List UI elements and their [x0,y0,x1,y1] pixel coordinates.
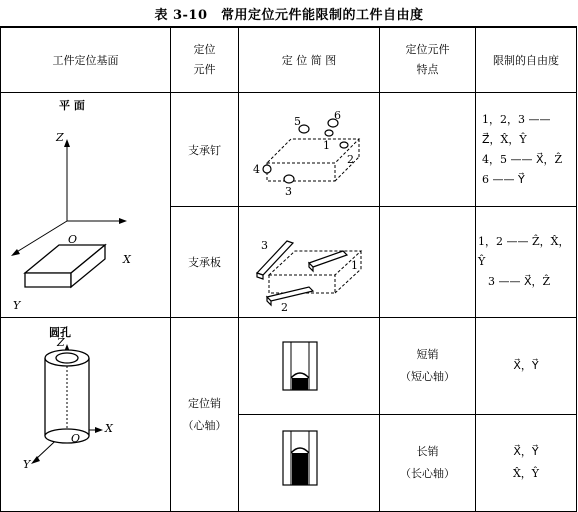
cell-plane-base [1,93,171,318]
hole-x-label: X [105,422,113,435]
pin-5-label: 5 [294,115,301,128]
z-axis-label: Z [56,131,64,144]
pin-dof-line1: 1，2，3 —— [482,112,551,126]
pin-1-label: 1 [323,139,330,152]
pin-dof-line4: 6 —— Y⃗ [482,172,525,186]
cell-long-pin-diagram [239,415,380,512]
cell-long-features: 长销 （长心轴） [380,415,476,512]
header-element: 定位 元件 [171,27,239,93]
cell-plate-features [380,207,476,318]
header-base: 工件定位基面 [1,27,171,93]
y-axis-label: Y [13,299,21,312]
plate-dof-line1: 1，2 —— Ẑ，X̂，Ŷ [478,235,570,268]
plate-3-label: 3 [261,239,268,252]
cell-pin-element: 支承钉 [171,93,239,207]
hole-y-label: Y [23,458,31,471]
origin-label: O [68,233,78,246]
cell-pin-features [380,93,476,207]
cell-plate-element: 支承板 [171,207,239,318]
table-caption: 表 3-10 常用定位元件能限制的工件自由度 [154,8,424,23]
header-dof: 限制的自由度 [476,27,577,93]
plate-dof-line2: 3 —— X⃗，Ẑ [488,275,551,288]
pin-dof-line2: Z⃗，X̂，Ŷ [482,132,527,146]
plane-title: 平 面 [59,99,85,112]
cell-pin-element-hole: 定位销 （心轴） [171,318,239,512]
pin-dof-line3: 4，5 —— X⃗，Ẑ [482,152,563,166]
header-features: 定位元件 特点 [380,27,476,93]
cell-long-dof: X⃗，Y⃗ X̂，Ŷ [476,415,577,512]
row-plane-pins [1,93,577,207]
cell-pin-dof [476,93,577,207]
hole-origin-label: O [71,432,81,445]
plate-2-label: 2 [281,301,288,314]
long-pin-diagram [239,415,380,511]
pin-6-label: 6 [334,109,341,122]
cell-plate-diagram [239,207,380,318]
short-pin-diagram [239,318,380,414]
cell-short-pin-diagram [239,318,380,415]
cell-hole-base [1,318,171,512]
pin-3-label: 3 [285,185,292,198]
pin-4-label: 4 [253,163,260,176]
hole-z-label: Z [57,336,65,349]
cell-plate-dof [476,207,577,318]
cell-pin-diagram [239,93,380,207]
x-axis-label: X [123,253,131,266]
pin-diagram [239,93,380,206]
pin-2-label: 2 [347,153,354,166]
header-row [1,27,577,93]
plane-block-drawing [1,93,171,315]
hole-title: 圆孔 [49,326,71,339]
dof-table [0,26,577,512]
plate-1-label: 1 [351,259,358,272]
cell-short-dof: X⃗，Y⃗ [476,318,577,415]
plate-diagram [239,207,380,317]
cell-short-features: 短销 （短心轴） [380,318,476,415]
hole-tube-drawing [1,318,171,508]
row-hole-short [1,318,577,415]
header-diagram: 定 位 简 图 [239,27,380,93]
